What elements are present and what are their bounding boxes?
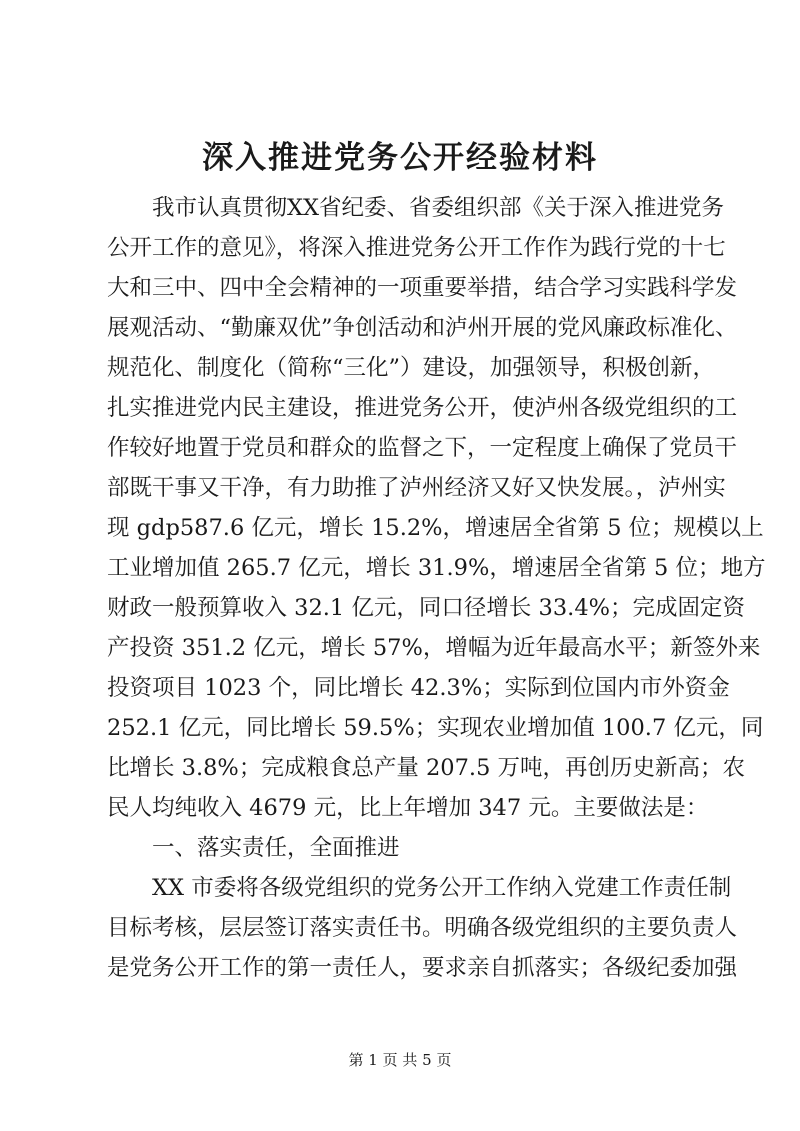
paragraph-line: XX 市委将各级党组织的党务公开工作纳入党建工作责任制 bbox=[152, 875, 732, 901]
paragraph-line: 部既干事又干净，有力助推了泸州经济又好又快发展。，泸州实 bbox=[107, 475, 726, 501]
paragraph-line: 大和三中、四中全会精神的一项重要举措，结合学习实践科学发 bbox=[107, 275, 738, 301]
paragraph-line: 我市认真贯彻XX省纪委、省委组织部《关于深入推进党务 bbox=[152, 195, 725, 221]
paragraph-line: 252.1 亿元，同比增长 59.5%；实现农业增加值 100.7 亿元，同 bbox=[107, 715, 764, 741]
paragraph-line: 规范化、制度化（简称“三化”）建设，加强领导，积极创新， bbox=[107, 355, 716, 381]
paragraph-line: 比增长 3.8%；完成粮食总产量 207.5 万吨，再创历史新高；农 bbox=[107, 755, 746, 781]
paragraph-line: 作较好地置于党员和群众的监督之下，一定程度上确保了党员干 bbox=[107, 435, 738, 461]
page-number: 第 1 页 共 5 页 bbox=[348, 1051, 452, 1069]
paragraph-line: 财政一般预算收入 32.1 亿元，同口径增长 33.4%；完成固定资 bbox=[107, 595, 746, 621]
paragraph-line: 投资项目 1023 个，同比增长 42.3%；实际到位国内市外资金 bbox=[107, 675, 730, 701]
paragraph-line: 产投资 351.2 亿元，增长 57%，增幅为近年最高水平；新签外来 bbox=[107, 635, 761, 661]
paragraph-line: 展观活动、“勤廉双优”争创活动和泸州开展的党风廉政标准化、 bbox=[107, 315, 738, 341]
paragraph-line: 扎实推进党内民主建设，推进党务公开，使泸州各级党组织的工 bbox=[107, 395, 738, 421]
section-heading: 一、落实责任，全面推进 bbox=[152, 835, 400, 861]
paragraph-line: 目标考核，层层签订落实责任书。明确各级党组织的主要负责人 bbox=[107, 915, 738, 941]
paragraph-line: 工业增加值 265.7 亿元，增长 31.9%，增速居全省第 5 位；地方 bbox=[107, 555, 766, 581]
paragraph-line: 是党务公开工作的第一责任人，要求亲自抓落实；各级纪委加强 bbox=[107, 955, 738, 981]
document-title: 深入推进党务公开经验材料 bbox=[202, 140, 598, 176]
paragraph-line: 现 gdp587.6 亿元，增长 15.2%，增速居全省第 5 位；规模以上 bbox=[107, 515, 764, 541]
paragraph-line: 民人均纯收入 4679 元，比上年增加 347 元。主要做法是： bbox=[107, 795, 709, 821]
paragraph-line: 公开工作的意见》，将深入推进党务公开工作作为践行党的十七 bbox=[107, 235, 726, 261]
